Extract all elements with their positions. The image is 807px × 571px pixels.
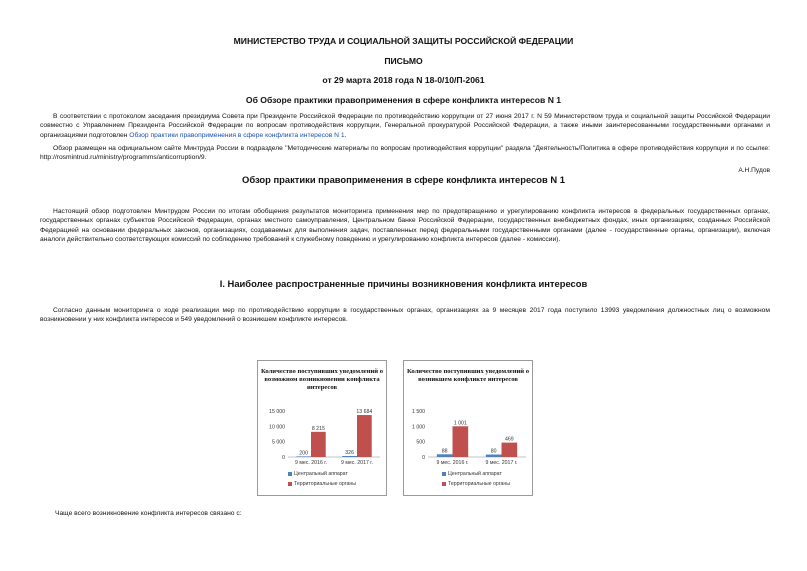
bar-territorial [453, 426, 469, 457]
legend-label: Территориальные органы [294, 481, 356, 487]
x-tick-label: 9 мес. 2017 г. [485, 460, 518, 466]
data-label: 1 001 [453, 420, 467, 427]
intro-paragraph [40, 112, 770, 140]
y-tick-label: 15 000 [269, 409, 285, 415]
signature: А.Н.Пудов [738, 167, 770, 174]
legend-item-territorial [442, 481, 510, 487]
x-tick-label: 9 мес. 2016 г. [436, 460, 469, 466]
legend-label: Центральный аппарат [294, 471, 348, 477]
footer-line: Чаще всего возникновение конфликта интересов связано с: [55, 510, 242, 517]
y-tick-label: 0 [422, 455, 425, 461]
y-tick-label: 1 500 [412, 409, 425, 415]
document-date-number: от 29 марта 2018 года N 18-0/10/П-2061 [322, 75, 485, 85]
data-label: 13 684 [356, 409, 373, 416]
y-tick-label: 1 000 [412, 424, 425, 431]
data-label: 8 215 [311, 425, 325, 432]
data-label: 469 [505, 436, 514, 443]
y-tick-label: 500 [416, 439, 425, 446]
legend-label: Центральный аппарат [448, 471, 502, 477]
legend-item-central [288, 471, 348, 477]
bar-central [296, 456, 311, 457]
bar-central [437, 454, 453, 457]
legend-swatch [442, 482, 446, 486]
intro-text: В соответствии с протоколом заседания президиума Совета при Президенте Российской Федерации по противодействию коррупции от 27 июня 2017 г. N 59 Министерством труда и социальной защиты Российской Федерации совместно с Управлением Президента Российской Федерации по вопросам противодействия коррупции, Генеральной прокуратурой Российской Федерации, а также иными заинтересованными государственными органами и организациями подготовлен [40, 113, 770, 139]
x-tick-label: 9 мес. 2017 г. [341, 460, 373, 466]
intro-end: . [344, 131, 347, 139]
legend-swatch [288, 472, 292, 476]
review-title: Обзор практики правоприменения в сфере конфликта интересов N 1 [242, 174, 565, 185]
bar-central [342, 456, 357, 457]
data-label: 80 [490, 448, 497, 455]
document-subject: Об Обзоре практики правоприменения в сфере конфликта интересов N 1 [245, 95, 562, 105]
y-tick-label: 10 000 [269, 424, 285, 431]
document-type: ПИСЬМО [384, 56, 423, 66]
legend-item-central [442, 471, 502, 477]
bar-territorial [311, 432, 326, 457]
bar-central [486, 455, 502, 457]
chart-title: Количество поступивших уведомлений о возникшем конфликте интересов [406, 368, 530, 383]
review-link[interactable]: Обзор практики правоприменения в сфере конфликта интересов N 1 [129, 131, 345, 139]
data-label: 88 [441, 448, 448, 455]
y-tick-label: 5 000 [272, 439, 285, 446]
bar-territorial [357, 415, 372, 457]
chart-actual-conflict [403, 360, 533, 496]
x-tick-label: 9 мес. 2016 г. [295, 460, 327, 466]
data-label: 326 [345, 450, 354, 457]
legend-item-territorial [288, 481, 356, 487]
y-tick-label: 0 [282, 455, 285, 461]
chart-possible-conflict [257, 360, 387, 496]
bar-territorial [502, 443, 518, 457]
legend-swatch [442, 472, 446, 476]
monitoring-paragraph: Согласно данным мониторинга о ходе реализации мер по противодействию коррупции в государственных органах, организациях за 9 месяцев 2017 года поступило 13993 уведомления должностных лиц о возможном возникновении у них конфликта интересов и 549 уведомлений о возникшем конфликте интересов. [40, 307, 770, 324]
legend-swatch [288, 482, 292, 486]
legend-label: Территориальные органы [448, 481, 510, 487]
data-label: 200 [299, 450, 308, 457]
review-intro-paragraph: Настоящий обзор подготовлен Минтрудом России по итогам обобщения результатов мониторинга применения мер по предотвращению и урегулированию конфликта интересов в федеральных государственных органах, государственных органах субъектов Российской Федерации, органах местного самоуправления, Центральном банке Российской Федерации, государственных внебюджетных фондах, иных организациях, созданных Российской Федерацией на основании федеральных законов, организациях, создаваемых для выполнения задач, поставленных перед федеральными государственными органами (далее - государственные органы, организации), включая аналоги действительно соответствующих комиссий по соблюдению требований к служебному поведению и урегулированию конфликта интересов (далее - комиссии). [40, 208, 770, 243]
publication-paragraph: Обзор размещен на официальном сайте Минтруда России в подразделе "Методические материалы по вопросам противодействия коррупции" раздела "Деятельность/Политика в сфере противодействия коррупции и по ссылке: http://rosmintrud.ru/ministry/programms/anticorruption/9. [40, 145, 770, 162]
ministry-heading: МИНИСТЕРСТВО ТРУДА И СОЦИАЛЬНОЙ ЗАЩИТЫ РОССИЙСКОЙ ФЕДЕРАЦИИ [233, 36, 574, 46]
section-heading: I. Наиболее распространенные причины возникновения конфликта интересов [219, 278, 588, 289]
chart-title: Количество поступивших уведомлений о возможном возникновении конфликта интересов [260, 368, 384, 391]
